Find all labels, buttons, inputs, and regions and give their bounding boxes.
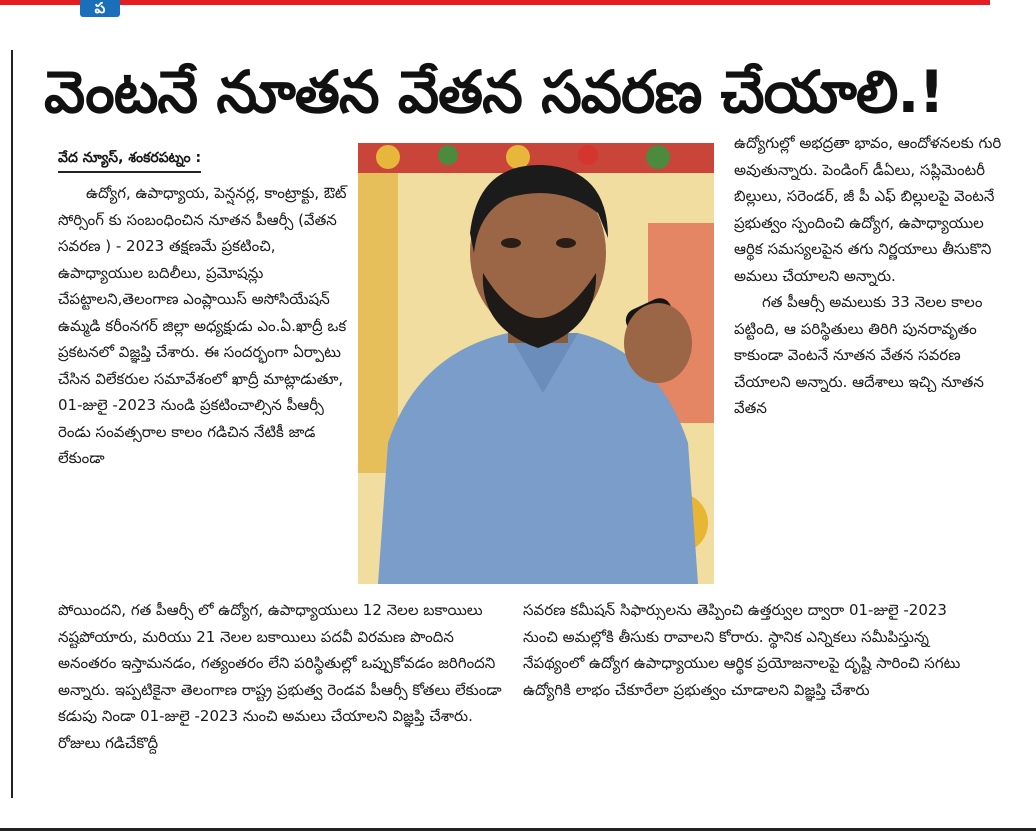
byline: వేద న్యూస్, శంకరపట్నం : — [58, 147, 201, 173]
article-paragraph-1-left: ఉద్యోగ, ఉపాధ్యాయ, పెన్షనర్ల, కాంట్రాక్టు, ఔట్ సోర్సింగ్ కు సంబంధించిన నూతన పీఆర్సీ (వేతన సవరణ ) - 2023 తక్షణమే ప్రకటించి, ఉపాధ్యాయుల బదిలీలు, ప్రమోషన్లు చేపట్టాలని,తెలంగాణ ఎంప్లాయిస్ అసోసియేషన్ ఉమ్మడి కరీంనగర్ జిల్లా అధ్యక్షుడు ఎం.ఏ.ఖాద్రీ ఒక ప్రకటనలో విజ్ఞప్తి చేశారు. ఈ సందర్భంగా ఏర్పాటు చేసిన విలేకరుల సమావేశంలో ఖాద్రీ మాట్లాడుతూ, 01-జులై -2023 నుండి ప్రకటించాల్సిన పీఆర్సీ రెండు సంవత్సరాల కాలం గడిచిన నేటికీ జాడ లేకుండా — [58, 184, 347, 467]
headline: వెంటనే నూతన వేతన సవరణ చేయాలి.! — [44, 58, 944, 126]
column-divider-line — [11, 50, 13, 798]
article-paragraph-2-continued: సవరణ కమీషన్ సిఫార్సులను తెప్పించి ఉత్తర్వుల ద్వారా 01-జులై -2023 నుంచి అమల్లోకి తీసుకు రావాలని కోరారు. స్థానిక ఎన్నికలు సమీపిస్తున్న నేపథ్యంలో ఉద్యోగ ఉపాధ్యాయుల ఆర్థిక ప్రయోజనాలపై దృష్టి సారించి సగటు ఉద్యోగికి లాభం చేకూరేలా ప్రభుత్వం చూడాలని విజ్ఞప్తి చేశారు — [523, 601, 961, 699]
article-right-column — [734, 130, 1009, 422]
bottom-rule — [0, 828, 1036, 831]
speaker-photo — [358, 143, 714, 584]
article-paragraph-1-continued: పోయిందని, గత పీఆర్సీ లో ఉద్యోగ, ఉపాధ్యాయులు 12 నెలల బకాయిలు నష్టపోయారు, మరియు 21 నెలల బకాయిలు పదవీ విరమణ పొందిన అనంతరం ఇస్తామనడం, గత్యంతరం లేని పరిస్థితుల్లో ఒప్పుకోవడం జరిగిందని అన్నారు. ఇప్పటికైనా తెలంగాణ రాష్ట్ర ప్రభుత్వ రెండవ పీఆర్సీ కోతలు లేకుండా కడుపు నిండా 01-జులై -2023 నుంచి అమలు చేయాలని విజ్ఞప్తి చేశారు. రోజులు గడిచేకొద్దీ — [58, 601, 502, 752]
article-paragraph-1-end: ఉద్యోగుల్లో అభద్రతా భావం, ఆందోళనలకు గురి అవుతున్నారు. పెండింగ్ డీఏలు, సప్లిమెంటరీ బిల్లులు, సరెండర్, జీ పీ ఎఫ్ బిల్లులపై వెంటనే ప్రభుత్వం స్పందించి ఉద్యోగ, ఉపాధ్యాయుల ఆర్థిక సమస్యలపైన తగు నిర్ణయాలు తీసుకొని అమలు చేయాలని అన్నారు. — [734, 134, 1002, 285]
masthead-red-rule — [0, 0, 990, 5]
newspaper-logo-icon: ప — [80, 0, 120, 17]
article-paragraph-2: గత పీఆర్సీ అమలుకు 33 నెలల కాలం పట్టింది, ఆ పరిస్థితులు తిరిగి పునరావృతం కాకుండా వెంటనే నూతన వేతన సవరణ చేయాలని అన్నారు. ఆదేశాలు ఇచ్చి నూతన వేతన — [734, 293, 984, 417]
photo-speaker-icon — [358, 143, 714, 584]
